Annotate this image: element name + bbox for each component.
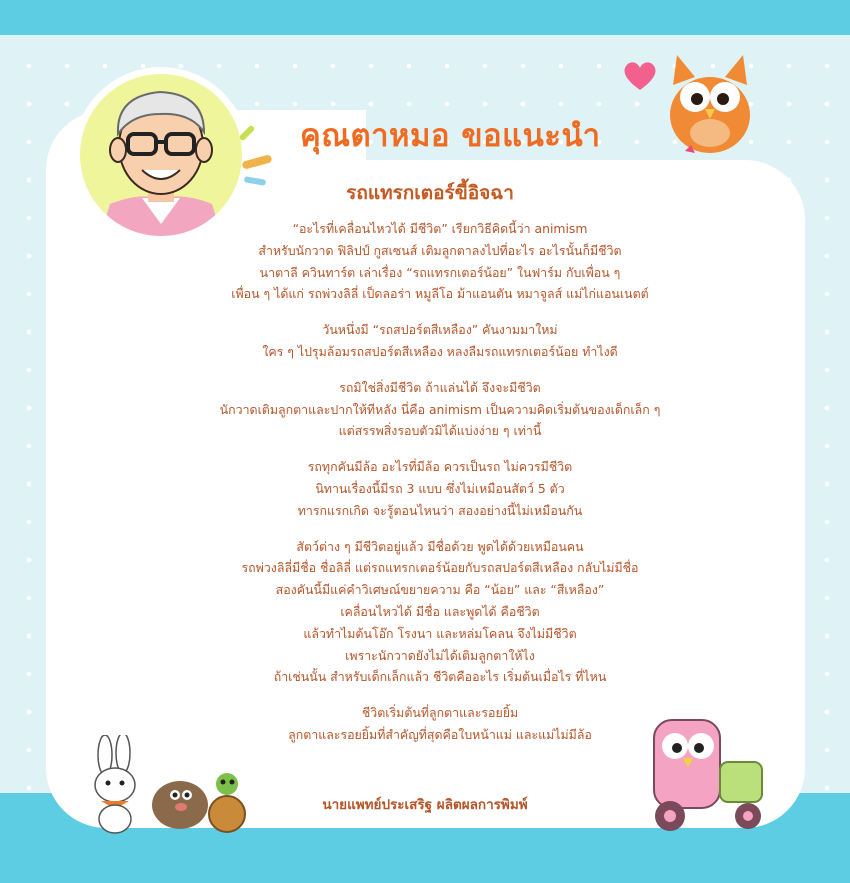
portrait-icon	[80, 74, 242, 236]
text-line: เพื่อน ๆ ได้แก่ รถพ่วงลิลี่ เป็ดลอร่า หมูลีโอ ม้าแอนตัน หมาจูลส์ แม่ไก่แอนเนตต์	[231, 286, 649, 302]
paragraph	[140, 377, 740, 442]
text-line: แต่สรรพสิ่งรอบตัวมิได้แบ่งง่าย ๆ เท่านี้	[338, 423, 542, 439]
heart-icon	[622, 58, 658, 92]
text-line: สัตว์ต่าง ๆ มีชีวิตอยู่แล้ว มีชื่อด้วย พูดได้ด้วยเหมือนคน	[296, 538, 584, 554]
elderly-doctor-glasses-icon	[80, 74, 242, 236]
book-title: รถแทรกเตอร์ขี้อิจฉา	[346, 182, 514, 204]
paragraph	[140, 456, 740, 521]
author-signature: นายแพทย์ประเสริฐ ผลิตผลการพิมพ์	[322, 797, 528, 813]
text-line: นิทานเรื่องนี้มีรถ 3 แบบ ซึ่งไม่เหมือนสัตว์ 5 ตัว	[315, 480, 565, 496]
text-line: นาตาลี ควินทาร์ต เล่าเรื่อง “รถแทรกเตอร์น้อย” ในฟาร์ม กับเพื่อน ๆ	[259, 264, 621, 280]
white-rabbit-icon	[85, 735, 145, 835]
orange-owl-icon	[655, 45, 765, 160]
text-line: รถพ่วงลิลี่มีชื่อ ชื่อลิลี่ แต่รถแทรกเตอร์น้อยกับรถสปอร์ตสีเหลือง กลับไม่มีชื่อ	[241, 560, 639, 576]
text-line: แล้วทำไมต้นโอ๊ก โรงนา และหล่มโคลน จึงไม่มีชีวิต	[303, 625, 577, 641]
text-line: ชีวิตเริ่มต้นที่ลูกตาและรอยยิ้ม	[361, 705, 519, 721]
text-line: รถทุกคันมีล้อ อะไรที่มีล้อ ควรเป็นรถ ไม่ควรมีชีวิต	[307, 459, 573, 475]
confetti-icon	[230, 110, 280, 190]
text-line: รถมิใช่สิ่งมีชีวิต ถ้าแล่นได้ จึงจะมีชีวิต	[339, 379, 541, 395]
text-line: ถ้าเช่นนั้น สำหรับเด็กเล็กแล้ว ชีวิตคืออะไร เริ่มต้นเมื่อไร ที่ไหน	[273, 669, 607, 685]
text-line: วันหนึ่งมี “รถสปอร์ตสีเหลือง” คันงามมาใหม่	[322, 322, 558, 338]
text-line: ลูกตาและรอยยิ้มที่สำคัญที่สุดคือใบหน้าแม่ และแม่ไม่มีล้อ	[288, 726, 592, 742]
text-line: นักวาดเติมลูกตาและปากให้ทีหลัง นี่คือ animism เป็นความคิดเริ่มต้นของเด็กเล็ก ๆ	[219, 401, 661, 417]
pink-owl-car-icon	[640, 712, 775, 837]
paragraph	[140, 218, 740, 305]
page-title: คุณตาหมอ ขอแนะนำ	[300, 118, 601, 154]
text-line: สองคันนี้มีแค่คำวิเศษณ์ขยายความ คือ “น้อย” และ “สีเหลือง”	[275, 582, 605, 598]
text-line: “อะไรที่เคลื่อนไหวได้ มีชีวิต” เรียกวิธีคิดนี้ว่า animism	[292, 221, 588, 236]
turtle-icon	[205, 770, 250, 835]
text-line: ใคร ๆ ไปรุมล้อมรถสปอร์ตสีเหลือง หลงลืมรถแทรกเตอร์น้อย ทำไงดี	[262, 343, 618, 359]
recommendation-text	[140, 218, 740, 760]
paragraph	[140, 319, 740, 363]
text-line: ทารกแรกเกิด จะรู้ตอนไหนว่า สองอย่างนี้ไม่เหมือนกัน	[297, 502, 583, 518]
text-line: เพราะนักวาดยังไม่ได้เติมลูกตาให้ไง	[345, 647, 535, 663]
paragraph	[140, 536, 740, 689]
text-line: เคลื่อนไหวได้ มีชื่อ และพูดได้ คือชีวิต	[340, 603, 540, 619]
text-line: สำหรับนักวาด ฟิลิปป์ กูสเซนส์ เติมลูกตาลงไปที่อะไร อะไรนั้นก็มีชีวิต	[258, 242, 622, 258]
